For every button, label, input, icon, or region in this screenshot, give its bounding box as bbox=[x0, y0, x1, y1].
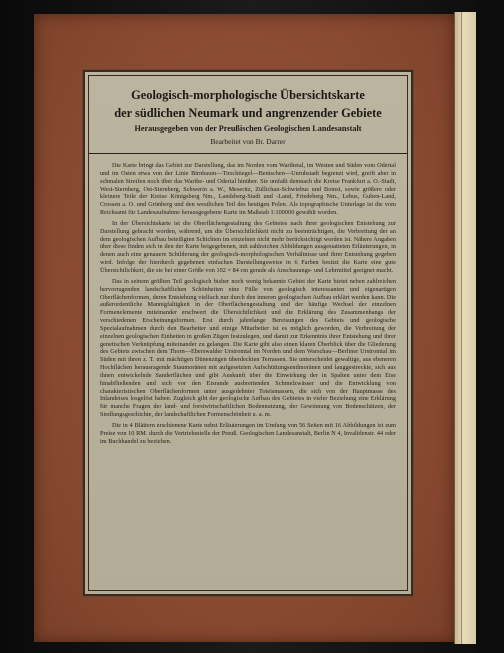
document-title-line-2: der südlichen Neumark und angrenzender Gebiete bbox=[114, 106, 382, 120]
text-panel bbox=[83, 70, 413, 596]
body-paragraph: Das in seinem größten Teil geologisch bisher noch wenig bekannte Gebiet der Karte bietet neben zahlreichen hervorragenden landschaftlichen Schönheiten eine Fülle von geologisch interessanten und eigenartigen Oberflächenformen, deren Entstehung vielfach nur durch den inneren geologischen Aufbau erklärt werden kann. Die außerordentliche Mannigfaltigkeit in der Oberflächengestaltung und der häufige Wechsel der einzelnen Formenelemente miteinander erschwert die Übersichtlichkeit und die Erklärung des Zusammenhangs der verschiedenen Erscheinungsformen. Erst durch jahrelange Bereisungen des Gebiets und geologische Spezialaufnahmen durch den Bearbeiter und einige Mitarbeiter ist es möglich geworden, die Verbreitung der einzelnen geologischen Einheiten in großen Zügen festzulegen, und damit zur Erkenntnis ihrer Entstehung und ihrer genetischen Verknüpfung miteinander zu gelangen. Die Karte gibt also einen klaren Überblick über die Gliederung des Gebiets zwischen dem Thorn—Eberswalder Urstromtal im Norden und dem Warschau—Berliner Urstromtal im Süden mit ihren z. T. mit mächtigen Dünenzügen überdeckten Terrassen. Sie unterscheidet gewaltige, aus ebeneren Hochflächen herausragende Staumoränen mit aufgesetzten Aufschüttungsendmoränen und langgestreckte, sich aus ihnen entwickelnde Sanderflächen und gibt Auskunft über die Einwirkung der in Spalten unter dem Eise hinabfließenden und sich vor den Eisrande ausbreitenden Schmelzwässer und die Entwicklung von charakteristischen Oberflächenformen unter ausgedehnter Toteismassen, die sich von der Hauptmasse des Inlandeises losgelöst haben. Zugleich gibt der geologische Aufbau des Gebietes in vieler Beziehung eine Erklärung für manche Fragen der land- und forstwirtschaftlichen Bodennutzung, der Gewinnung von Bodenschätzen, der Siedlungsgeschichte, der landschaftlichen Formenschönheit u. a. m. bbox=[100, 277, 396, 419]
body-paragraph: In der Übersichtskarte ist die Oberflächengestaltung des Gebietes nach ihrer geologischen Entstehung zur Darstellung gebracht worden, während, um die Übersichtlichkeit nicht zu beeinträchtigen, die Verbreitung der an dem geologischen Aufbau beteiligten Schichten im einzelnen nicht mehr berücksichtigt worden ist. Nähere Angaben über diese finden sich in den der Karte beigegebenen, mit zahlreichen Abbildungen ausgestatteten Erläuterungen, in denen auch eine genauere Schilderung der geologisch-morphologischen Verhältnisse und ihrer Entstehung gegeben wird. Infolge der hierdurch gegebenen einfachen Darstellungsweise in 6 Farben besitzt die Karte eine gute Übersichtlichkeit, die sie bei einer Größe von 102 × 84 cm gerade als Anschauungs- und Lehrmittel geeignet macht. bbox=[100, 219, 396, 274]
dark-margin bbox=[476, 0, 504, 653]
page-edge bbox=[454, 12, 477, 644]
body-paragraph: Die in 4 Blättern erschienene Karte nebst Erläuterungen im Umfang von 56 Seiten mit 16 Abbildungen ist zum Preise von 10 RM. durch die Vertriebsstelle der Preuß. Geologischen Landesanstalt, Berlin N 4, Invalidenstr. 44 oder im Buchhandel zu beziehen. bbox=[100, 422, 396, 445]
page-edge-line bbox=[461, 12, 462, 644]
text-panel-frame bbox=[88, 75, 408, 591]
body-paragraph: Die Karte bringt das Gebiet zur Darstellung, das im Norden vom Warthetal, im Westen und Süden vom Odertal und im Osten etwa von der Linie Birnbaum—Tirschtiegel—Bentschen—Unruhstadt begrenzt wird, greift aber in schmalen Streifen noch über das Warthe- und Odertal hinüber. Sie umfaßt demnach die Kreise Frankfurt a. O.-Stadt, West-Sternberg, Ost-Sternberg, Schwerin a. W., Meseritz, Züllichau-Schwiebus und Bomst, sowie größere oder kleinere Teile der Kreise Königsberg Nm., Landsberg-Stadt und -Land, Friedeberg Nm., Lebus, Guben-Land, Crossen a. O. und Grünberg und den westlichen Teil des heutigen Polen. Als topographische Unterlage ist die vom Reichsamt für Landesaufnahme herausgegebene Karte im Maßstab 1:100000 gewählt worden. bbox=[100, 162, 396, 217]
editor-line: Bearbeitet von Br. Darrer bbox=[210, 137, 286, 146]
header-divider bbox=[89, 153, 407, 154]
document-title-line-1: Geologisch-morphologische Übersichtskarte bbox=[131, 88, 365, 102]
publisher-line: Herausgegeben von der Preußischen Geologischen Landesanstalt bbox=[134, 124, 362, 133]
